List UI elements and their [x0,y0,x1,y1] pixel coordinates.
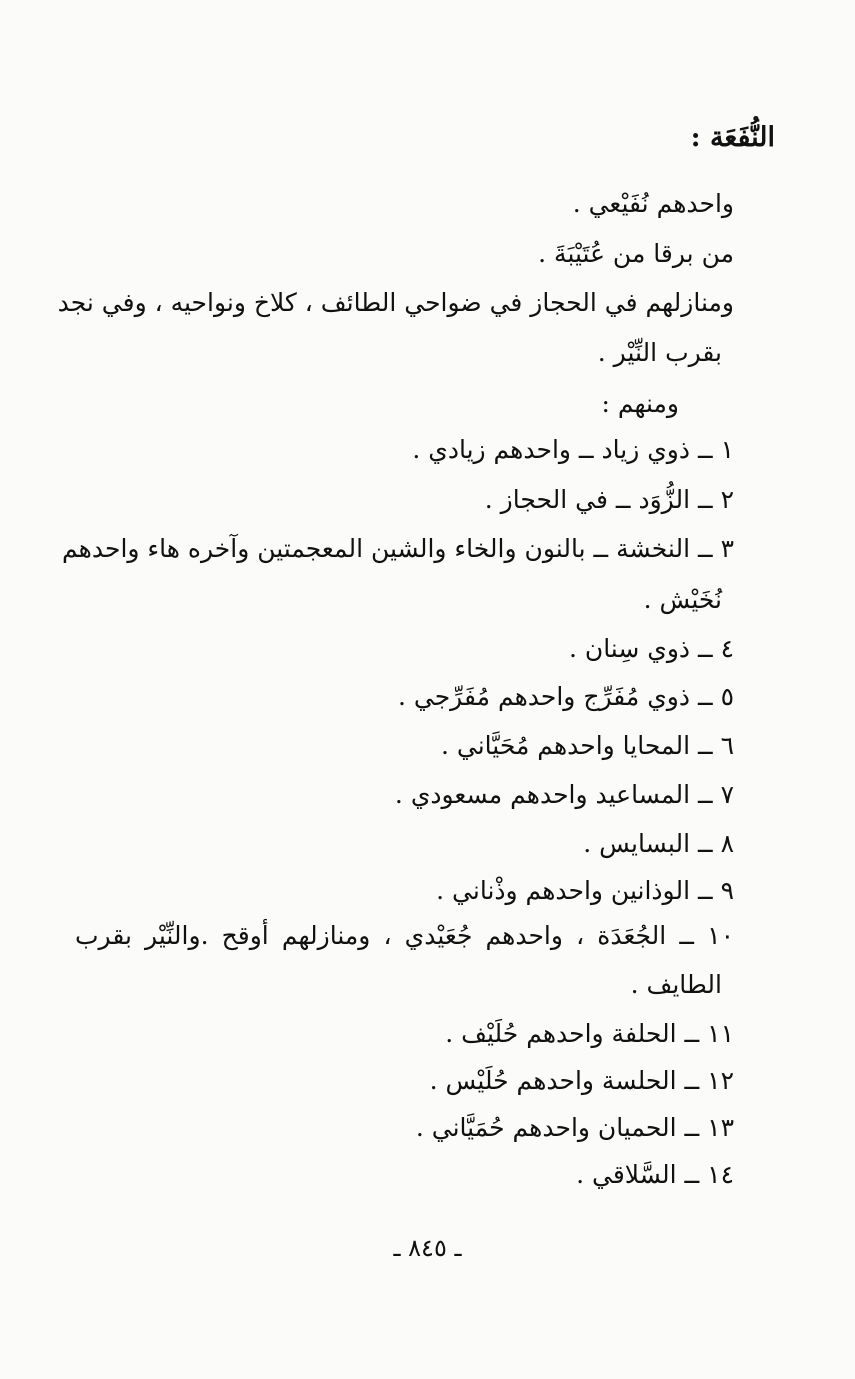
list-item-3-continuation: نُخَيْش . [643,585,722,614]
list-item-6: ٦ ــ المحايا واحدهم مُحَيَّاني . [440,731,734,760]
intro-line-3: ومنازلهم في الحجاز في ضواحي الطائف ، كلاخ ونواحيه ، وفي نجد [57,288,734,317]
list-item-1: ١ ــ ذوي زياد ــ واحدهم زيادي . [412,435,734,464]
list-item-14: ١٤ ــ السَّلاقي . [576,1160,734,1189]
list-item-10-continuation: الطايف . [630,970,722,999]
intro-line-1: واحدهم نُفَيْعي . [572,189,734,218]
list-item-3: ٣ ــ النخشة ــ بالنون والخاء والشين المعجمتين وآخره هاء واحدهم [62,534,734,563]
intro-line-2: من برقا من عُتَيْبَةَ . [538,239,734,268]
list-item-2: ٢ ــ الزُّوَد ــ في الحجاز . [484,485,734,514]
list-item-7: ٧ ــ المساعيد واحدهم مسعودي . [394,780,734,809]
list-item-10: ١٠ ــ الجُعَدَة ، واحدهم جُعَيْدي ، ومنازلهم أوقح .والنِّيْر بقرب [75,921,734,950]
list-item-8: ٨ ــ البسايس . [583,829,734,858]
list-item-4: ٤ ــ ذوي سِنان . [568,634,734,663]
section-heading: النُّفَعَة : [690,122,775,153]
list-item-5: ٥ ــ ذوي مُفَرِّج واحدهم مُفَرِّجي . [398,682,734,711]
list-item-12: ١٢ ــ الحلسة واحدهم حُلَيْس . [429,1066,734,1095]
list-item-13: ١٣ ــ الحميان واحدهم حُمَيَّاني . [415,1113,734,1142]
intro-line-5: ومنهم : [601,389,679,418]
page-number: ـ ٨٤٥ ـ [393,1234,462,1262]
intro-line-4: بقرب النِّيْر . [597,338,722,367]
list-item-11: ١١ ــ الحلفة واحدهم حُلَيْف . [445,1019,734,1048]
list-item-9: ٩ ــ الوذانين واحدهم وذْناني . [436,876,734,905]
